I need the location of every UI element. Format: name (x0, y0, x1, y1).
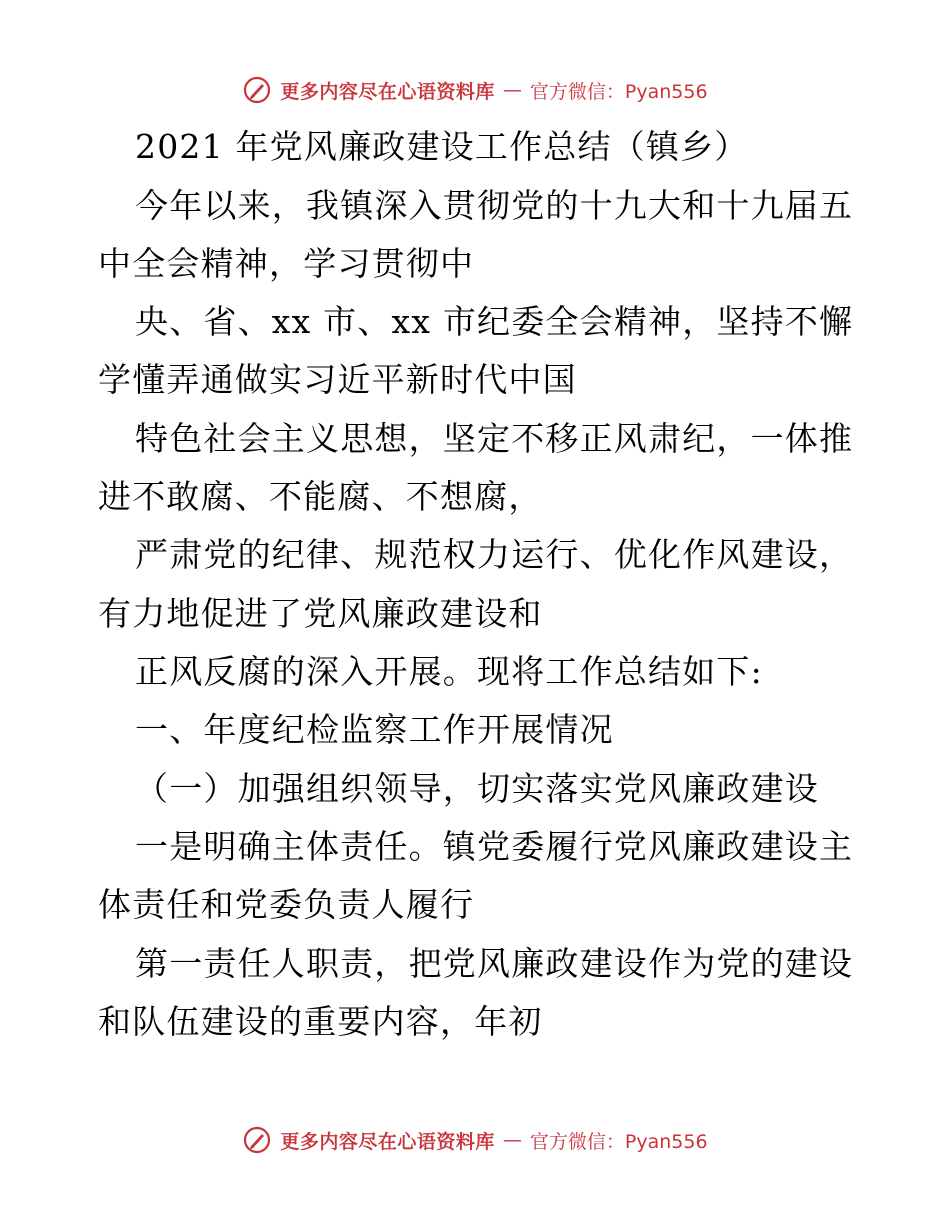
watermark-separator: — (502, 1129, 522, 1151)
paragraph-line: 今年以来，我镇深入贯彻党的十九大和十九届五 (135, 186, 854, 225)
paragraph-line: 中全会精神，学习贯彻中 (98, 244, 475, 283)
quill-pen-circle-icon (242, 1125, 272, 1155)
header-watermark (0, 70, 950, 110)
paragraph-line: 进不敢腐、不能腐、不想腐， (98, 477, 543, 516)
paragraph-line: 第一责任人职责，把党风廉政建设作为党的建设 (135, 944, 854, 983)
watermark-separator: — (502, 79, 522, 101)
paragraph-line: 特色社会主义思想，坚定不移正风肃纪，一体推 (135, 419, 854, 458)
subsection-heading: （一）加强组织领导，切实落实党风廉政建设 (135, 769, 819, 808)
paragraph-line: 严肃党的纪律、规范权力运行、优化作风建设， (135, 535, 854, 574)
quill-pen-circle-icon (242, 75, 272, 105)
paragraph-line: 央、省、xx 市、xx 市纪委全会精神，坚持不懈 (135, 302, 854, 341)
paragraph-line: 体责任和党委负责人履行 (98, 885, 475, 924)
paragraph-line: 有力地促进了党风廉政建设和 (98, 594, 543, 633)
document-title: 2021 年党风廉政建设工作总结（镇乡） (135, 127, 749, 166)
paragraph-line: 和队伍建设的重要内容，年初 (98, 1002, 543, 1041)
watermark-wechat: 官方微信：Pyan556 (529, 1130, 708, 1153)
section-heading: 一、年度纪检监察工作开展情况 (135, 710, 614, 749)
paragraph-line: 一是明确主体责任。镇党委履行党风廉政建设主 (135, 827, 854, 866)
footer-watermark (0, 1120, 950, 1160)
watermark-brand: 更多内容尽在心语资料库 (280, 1130, 495, 1153)
paragraph-line: 学懂弄通做实习近平新时代中国 (98, 360, 577, 399)
paragraph-line: 正风反腐的深入开展。现将工作总结如下: (135, 652, 763, 691)
watermark-brand: 更多内容尽在心语资料库 (280, 80, 495, 103)
watermark-wechat: 官方微信：Pyan556 (529, 80, 708, 103)
